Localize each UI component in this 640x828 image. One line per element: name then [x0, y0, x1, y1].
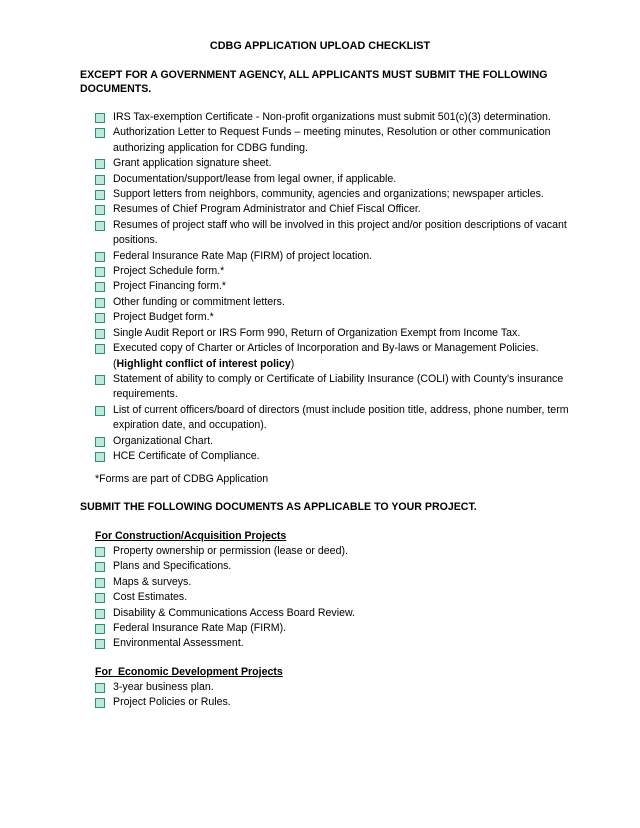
list-item: Documentation/support/lease from legal owner, if applicable.	[95, 172, 570, 187]
forms-note: *Forms are part of CDBG Application	[95, 473, 269, 485]
list-item: Cost Estimates.	[95, 590, 570, 605]
list-item: Other funding or commitment letters.	[95, 295, 570, 310]
checkbox-icon[interactable]	[95, 698, 105, 708]
list-item: Federal Insurance Rate Map (FIRM) of project location.	[95, 249, 570, 264]
checkbox-icon[interactable]	[95, 406, 105, 416]
intro-heading: EXCEPT FOR A GOVERNMENT AGENCY, ALL APPLICANTS MUST SUBMIT THE FOLLOWING DOCUMENTS.	[80, 69, 548, 95]
list-item: Environmental Assessment.	[95, 636, 570, 651]
list-item: Resumes of Chief Program Administrator and Chief Fiscal Officer.	[95, 202, 570, 217]
list-item: Disability & Communications Access Board Review.	[95, 606, 570, 621]
checkbox-icon[interactable]	[95, 128, 105, 138]
list-item: HCE Certificate of Compliance.	[95, 449, 570, 464]
list-item: Project Policies or Rules.	[95, 695, 570, 710]
checkbox-icon[interactable]	[95, 683, 105, 693]
checkbox-icon[interactable]	[95, 329, 105, 339]
checkbox-icon[interactable]	[95, 267, 105, 277]
list-item: 3-year business plan.	[95, 680, 570, 695]
checkbox-icon[interactable]	[95, 437, 105, 447]
construction-section-title: For Construction/Acquisition Projects	[95, 530, 287, 542]
checkbox-icon[interactable]	[95, 113, 105, 123]
applicable-heading: SUBMIT THE FOLLOWING DOCUMENTS AS APPLICABLE TO YOUR PROJECT.	[80, 501, 477, 513]
checkbox-icon[interactable]	[95, 190, 105, 200]
list-item: Project Financing form.*	[95, 279, 570, 294]
checkbox-icon[interactable]	[95, 578, 105, 588]
checkbox-icon[interactable]	[95, 159, 105, 169]
checkbox-icon[interactable]	[95, 175, 105, 185]
list-item: Authorization Letter to Request Funds – meeting minutes, Resolution or other communication authorizing application for CDBG funding.	[95, 125, 570, 156]
list-item: Support letters from neighbors, community, agencies and organizations; newspaper articles.	[95, 187, 570, 202]
checkbox-icon[interactable]	[95, 639, 105, 649]
checkbox-icon[interactable]	[95, 298, 105, 308]
checkbox-icon[interactable]	[95, 221, 105, 231]
list-item: Executed copy of Charter or Articles of Incorporation and By-laws or Management Policies. (Highlight conflict of interest policy)	[95, 341, 570, 372]
checkbox-icon[interactable]	[95, 313, 105, 323]
checkbox-icon[interactable]	[95, 375, 105, 385]
checkbox-icon[interactable]	[95, 344, 105, 354]
list-item: Maps & surveys.	[95, 575, 570, 590]
checkbox-icon[interactable]	[95, 452, 105, 462]
checkbox-icon[interactable]	[95, 593, 105, 603]
list-item: Federal Insurance Rate Map (FIRM).	[95, 621, 570, 636]
list-item: Resumes of project staff who will be involved in this project and/or position descriptions of vacant positions.	[95, 218, 570, 249]
economic-section-title: For Economic Development Projects	[95, 666, 283, 678]
list-item: Plans and Specifications.	[95, 559, 570, 574]
checkbox-icon[interactable]	[95, 562, 105, 572]
list-item: Grant application signature sheet.	[95, 156, 570, 171]
list-item: Property ownership or permission (lease or deed).	[95, 544, 570, 559]
checkbox-icon[interactable]	[95, 609, 105, 619]
checkbox-icon[interactable]	[95, 252, 105, 262]
list-item: Statement of ability to comply or Certificate of Liability Insurance (COLI) with County’s insurance requirements.	[95, 372, 570, 403]
checkbox-icon[interactable]	[95, 205, 105, 215]
checkbox-icon[interactable]	[95, 282, 105, 292]
checkbox-icon[interactable]	[95, 624, 105, 634]
conflict-policy-highlight: Highlight conflict of interest policy	[116, 357, 291, 370]
page-title: CDBG APPLICATION UPLOAD CHECKLIST	[209, 40, 431, 52]
required-checklist	[95, 110, 570, 464]
list-item: Project Schedule form.*	[95, 264, 570, 279]
list-item: Single Audit Report or IRS Form 990, Return of Organization Exempt from Income Tax.	[95, 326, 570, 341]
construction-checklist	[95, 544, 570, 652]
list-item: Organizational Chart.	[95, 434, 570, 449]
list-item: IRS Tax-exemption Certificate - Non-profit organizations must submit 501(c)(3) determination.	[95, 110, 570, 125]
list-item: Project Budget form.*	[95, 310, 570, 325]
checkbox-icon[interactable]	[95, 547, 105, 557]
economic-checklist	[95, 680, 570, 711]
list-item: List of current officers/board of directors (must include position title, address, phone number, term expiration date, and occupation).	[95, 403, 570, 434]
